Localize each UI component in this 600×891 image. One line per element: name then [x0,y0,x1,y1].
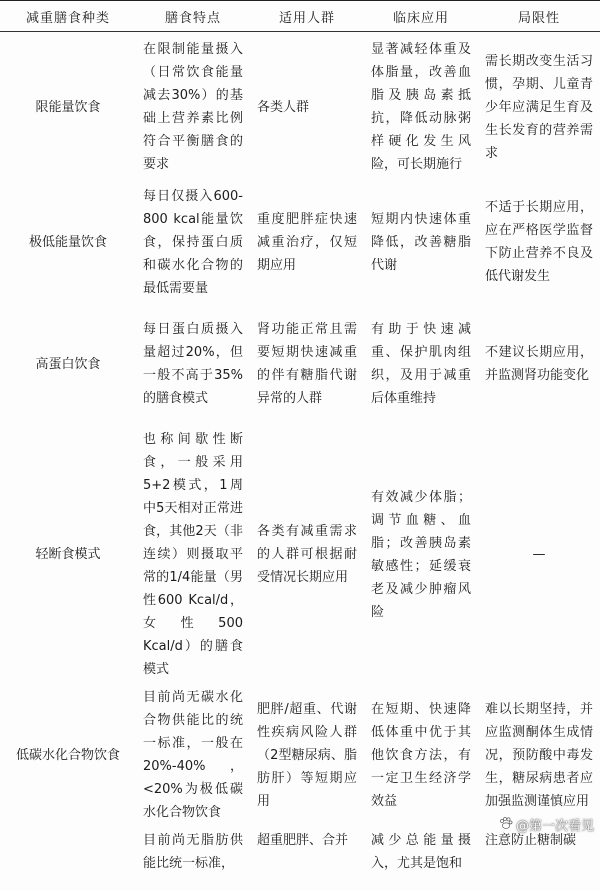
diet-features: 每日蛋白质摄入量超过20%，但一般不高于35%的膳食模式 [143,322,243,406]
header-features: 膳食特点 [136,1,250,32]
diet-population: 重度肥胖症快速减重治疗，仅短期应用 [257,211,357,273]
header-limitation: 局限性 [478,1,600,32]
header-clinical: 临床应用 [364,1,478,32]
diet-clinical: 减少总能量摄入，尤其是饱和 [371,833,471,871]
diet-name [0,827,136,891]
diet-features: 每日仅摄入600-800 kcal能量饮食，保持蛋白质和碳水化合物的最低需要量 [143,188,243,296]
diet-name: 限能量饮食 [35,99,101,115]
diet-clinical: 显著减轻体重及体脂量，改善血脂及胰岛素抵抗，降低动脉粥样硬化发生风险，可长期施行 [371,42,471,172]
diet-features: 在限制能量摄入（日常饮食能量减去30%）的基础上营养素比例符合平衡膳食的要求 [143,42,243,172]
diet-name: 低碳水化合物饮食 [15,747,120,763]
diet-name: 轻断食模式 [35,547,101,562]
diet-limitation: 不建议长期应用，并监测肾功能变化 [485,345,593,383]
paw-icon [499,816,513,834]
diet-population: 肾功能正常且需要短期快速减重的伴有糖脂代谢异常的人群 [257,322,357,406]
diet-clinical: 短期内快速体重降低，改善糖脂代谢 [371,211,471,273]
diet-features: 目前尚无碳水化合物供能比的统一标准，一般在20%-40%，<20%为极低碳水化合物饮食 [143,690,243,820]
diet-features: 目前尚无脂肪供能比统一标准， [143,833,243,871]
header-diet-type: 减重膳食种类 [0,1,136,32]
diet-limitation: 需长期改变生活习惯，孕期、儿童青少年应满足生育及生长发育的营养需求 [485,53,593,161]
table-row [0,827,600,891]
watermark-text: @第一次看见 [515,819,594,834]
table-row [0,302,600,426]
diet-limitation: 不适于长期应用，应在严格医学监督下防止营养不良及低代谢发生 [485,200,593,284]
diet-name: 高蛋白饮食 [35,356,101,372]
table-row [0,182,600,302]
watermark [499,815,594,834]
diet-clinical: 在短期、快速降低体重中优于其他饮食方法，有一定卫生经济学效益 [371,701,471,809]
diet-limitation: — [532,547,546,562]
header-row [0,1,600,32]
diet-limitation: 注意防止糖制碳 [485,833,577,848]
diet-limitation: 难以长期坚持，并应监测酮体生成情况，预防酸中毒发生，糖尿病患者应加强监测谨慎应用 [485,701,593,809]
table-row [0,683,600,827]
table-row [0,32,600,183]
diet-population: 各类人群 [257,99,310,115]
header-population: 适用人群 [250,1,364,32]
diet-features: 也称间歇性断食，一般采用5+2模式，1周中5天相对正常进食，其他2天（非连续）则摄取平常的1/4能量（男性600 Kcal/d，女性500 Kcal/d）的膳食模式 [143,432,243,677]
diet-population: 肥胖/超重、代谢性疾病风险人群（2型糖尿病、脂肪肝）等短期应用 [257,701,357,809]
diet-name: 极低能量饮食 [28,234,107,250]
diet-clinical: 有助于快速减重、保护肌肉组织，及用于减重后体重维持 [371,322,471,406]
diet-clinical: 有效减少体脂；调节血糖、血脂；改善胰岛素敏感性；延缓衰老及减少肿瘤风险 [371,489,471,620]
diet-population: 超重肥胖、合并 [257,833,349,848]
diet-population: 各类有减重需求的人群可根据耐受情况长期应用 [257,524,357,585]
table-row [0,426,600,683]
